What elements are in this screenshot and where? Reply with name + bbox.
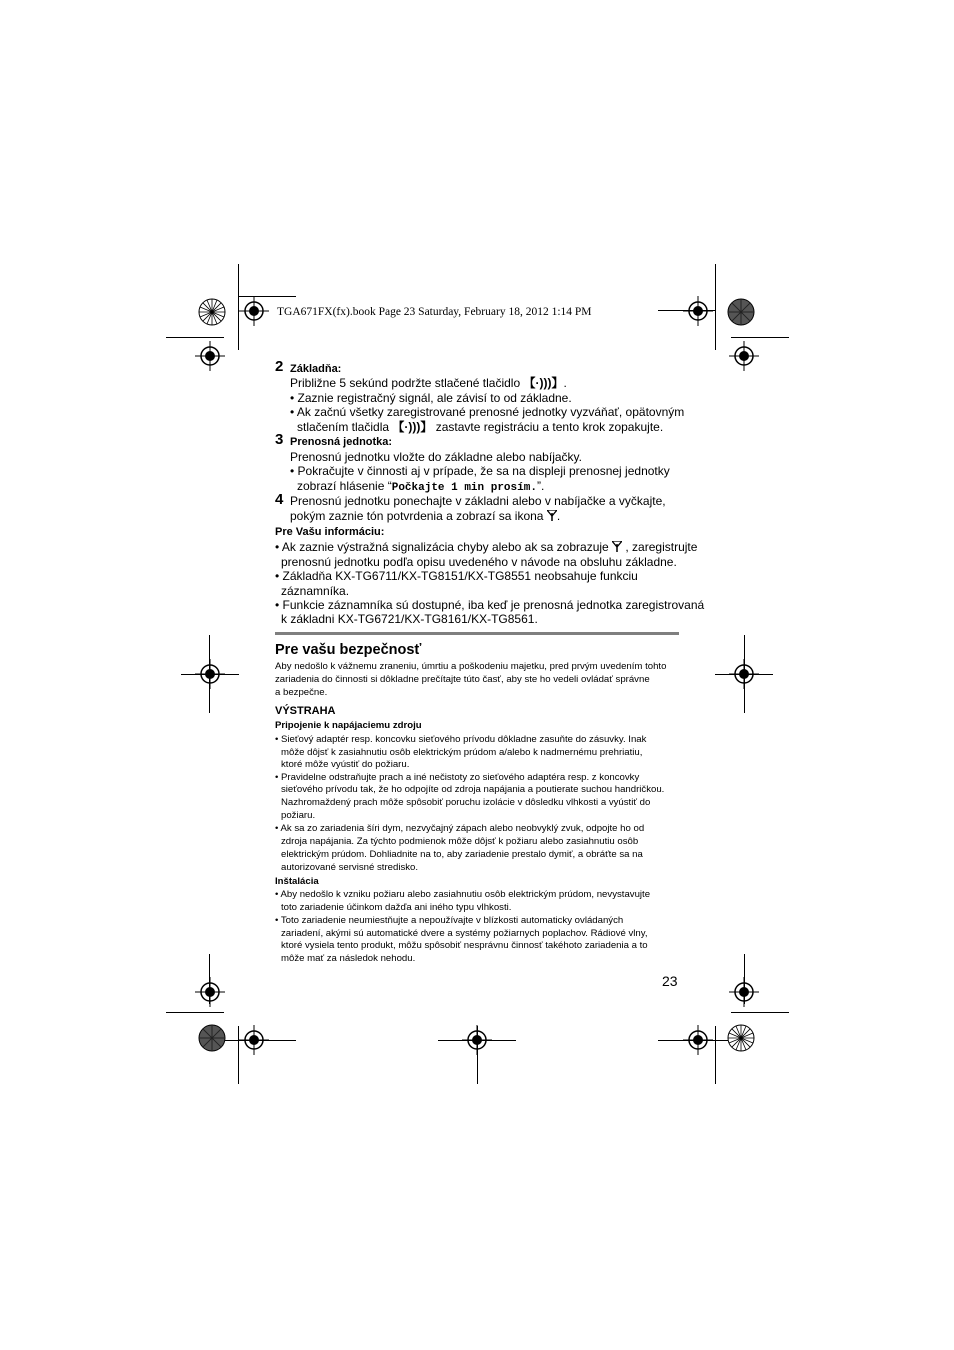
crop-mark: [731, 1012, 789, 1013]
antenna-icon: [547, 510, 557, 521]
step-text: .: [556, 509, 561, 523]
intro-line: Aby nedošlo k vážnemu zraneniu, úmrtiu a poškodeniu majetku, pred prvým uvedením tohto: [275, 661, 667, 672]
paging-key-icon: 【·)))】: [392, 420, 433, 434]
registration-target-icon: [195, 659, 225, 689]
step-number: 3: [275, 431, 284, 448]
info-bullet: [275, 540, 697, 554]
safety-line: môže mať za následok nehodu.: [281, 953, 416, 964]
bullet-line: • Ak začnú všetky zaregistrované prenosné jednotky vyzváňať, opätovným: [290, 405, 685, 419]
step-text: Približne 5 sekúnd podržte stlačené tlačidlo: [290, 376, 524, 390]
subsection-title: Pripojenie k napájaciemu zdroju: [275, 720, 422, 731]
info-line: • Základňa KX-TG6711/KX-TG8151/KX-TG8551 neobsahuje funkciu: [275, 569, 638, 583]
registration-target-icon: [729, 977, 759, 1007]
starburst-target-icon: [727, 1024, 755, 1052]
bullet-text: zobrazí hlásenie “: [297, 479, 392, 493]
step-line: [290, 509, 560, 523]
page-number: 23: [662, 973, 678, 989]
safety-line: ktoré môže vyústiť do požiaru.: [281, 759, 410, 770]
book-header: TGA671FX(fx).book Page 23 Saturday, February 18, 2012 1:14 PM: [277, 306, 592, 318]
info-text: , zaregistrujte: [622, 540, 698, 554]
info-text: • Ak zaznie výstražná signalizácia chyby alebo ak sa zobrazuje: [275, 540, 613, 554]
crop-mark: [715, 264, 716, 350]
intro-line: a bezpečne.: [275, 687, 328, 698]
antenna-icon: [612, 541, 622, 552]
starburst-target-icon: [198, 298, 226, 326]
safety-line: • Aby nedošlo k vzniku požiaru alebo zasiahnutiu osôb elektrickým prúdom, nevystavujte: [275, 889, 651, 900]
info-title: Pre Vašu informáciu:: [275, 526, 385, 538]
subsection-title: Inštalácia: [275, 876, 319, 887]
bullet-line: [297, 479, 544, 495]
safety-line: môže dôjsť k zasiahnutiu osôb elektrickým prúdom a/alebo k nadmernému prehriatiu,: [281, 747, 643, 758]
registration-target-icon: [729, 341, 759, 371]
step-line: [290, 376, 567, 390]
safety-line: ktoré vysiela tento produkt, môžu spôsobiť nesprávnu činnosť takéhoto zariadenia a to: [281, 940, 648, 951]
safety-line: • Sieťový adaptér resp. koncovku sieťového prívodu dôkladne zasuňte do zásuvky. Inak: [275, 734, 647, 745]
registration-target-icon: [239, 1025, 269, 1055]
step-title: Prenosná jednotka:: [290, 436, 393, 448]
safety-line: • Pravidelne odstraňujte prach a iné nečistoty zo sieťového adaptéra resp. z koncovky: [275, 772, 640, 783]
starburst-target-icon: [198, 1024, 226, 1052]
registration-target-icon: [729, 659, 759, 689]
step-number: 2: [275, 358, 284, 375]
registration-target-icon: [683, 296, 713, 326]
registration-target-icon: [195, 341, 225, 371]
step-line: Prenosnú jednotku ponechajte v základni alebo v nabíjačke a vyčkajte,: [290, 494, 666, 508]
safety-line: zariadení, akými sú automatické dvere a systémy požiarnych poplachov. Rádiové vlny,: [281, 928, 648, 939]
bullet-line: • Pokračujte v činnosti aj v prípade, že sa na displeji prenosnej jednotky: [290, 464, 670, 478]
crop-mark: [166, 1012, 224, 1013]
registration-target-icon: [239, 296, 269, 326]
bullet-line: • Zaznie registračný signál, ale závisí to od základne.: [290, 391, 572, 405]
warning-heading: VÝSTRAHA: [275, 705, 336, 717]
bullet-line: [297, 420, 663, 434]
registration-target-icon: [683, 1025, 713, 1055]
safety-line: Nazhromaždený prach môže spôsobiť poruchu izolácie v dôsledku vlhkosti a vyústiť do: [281, 797, 651, 808]
bullet-text: stlačením tlačidla: [297, 420, 393, 434]
bullet-text: ”.: [536, 479, 545, 493]
info-line: prenosnú jednotku podľa opisu uvedeného v návode na obsluhu základne.: [281, 555, 677, 569]
display-message: Počkajte 1 min prosím.: [391, 482, 537, 494]
starburst-target-icon: [727, 298, 755, 326]
safety-line: sieťového prívodu tak, že ho odpojíte od zdroja napájania a poutierate suchou handričkou.: [281, 784, 665, 795]
safety-line: elektrickým prúdom. Dohliadnite na to, aby zariadenie prestalo dymiť, a obráťte sa na: [281, 849, 643, 860]
crop-mark: [166, 337, 224, 338]
crop-mark: [715, 1026, 716, 1084]
step-text: .: [563, 376, 567, 390]
step-title: Základňa:: [290, 363, 342, 375]
crop-mark: [731, 337, 789, 338]
safety-line: požiaru.: [281, 810, 316, 821]
section-divider: [275, 632, 679, 635]
safety-line: • Ak sa zo zariadenia šíri dym, nezvyčajný zápach alebo neobvyklý zvuk, odpojte ho od: [275, 823, 645, 834]
step-line: Prenosnú jednotku vložte do základne alebo nabíjačky.: [290, 450, 582, 464]
info-line: záznamníka.: [281, 584, 350, 598]
info-line: k základni KX-TG6721/KX-TG8161/KX-TG8561.: [281, 612, 538, 626]
safety-line: autorizované servisné stredisko.: [281, 862, 419, 873]
safety-line: toto zariadenie účinkom dažďa ani iného typu vlhkosti.: [281, 902, 512, 913]
info-line: • Funkcie záznamníka sú dostupné, iba keď je prenosná jednotka zaregistrovaná: [275, 598, 705, 612]
paging-key-icon: 【·)))】: [523, 376, 564, 390]
registration-target-icon: [195, 977, 225, 1007]
registration-target-icon: [462, 1025, 492, 1055]
safety-line: • Toto zariadenie neumiestňujte a nepoužívajte v blízkosti automaticky ovládaných: [275, 915, 624, 926]
intro-line: zariadenia do činnosti si dôkladne prečítajte túto časť, aby ste ho vedeli ovládať správne: [275, 674, 650, 685]
step-number: 4: [275, 491, 284, 508]
section-title: Pre vašu bezpečnosť: [275, 642, 422, 658]
step-text: pokým zaznie tón potvrdenia a zobrazí sa ikona: [290, 509, 547, 523]
bullet-text: zastavte registráciu a tento krok zopakujte.: [432, 420, 664, 434]
safety-line: zdroja napájania. Za týchto podmienok môže dôjsť k požiaru alebo zasiahnutiu osôb: [281, 836, 639, 847]
